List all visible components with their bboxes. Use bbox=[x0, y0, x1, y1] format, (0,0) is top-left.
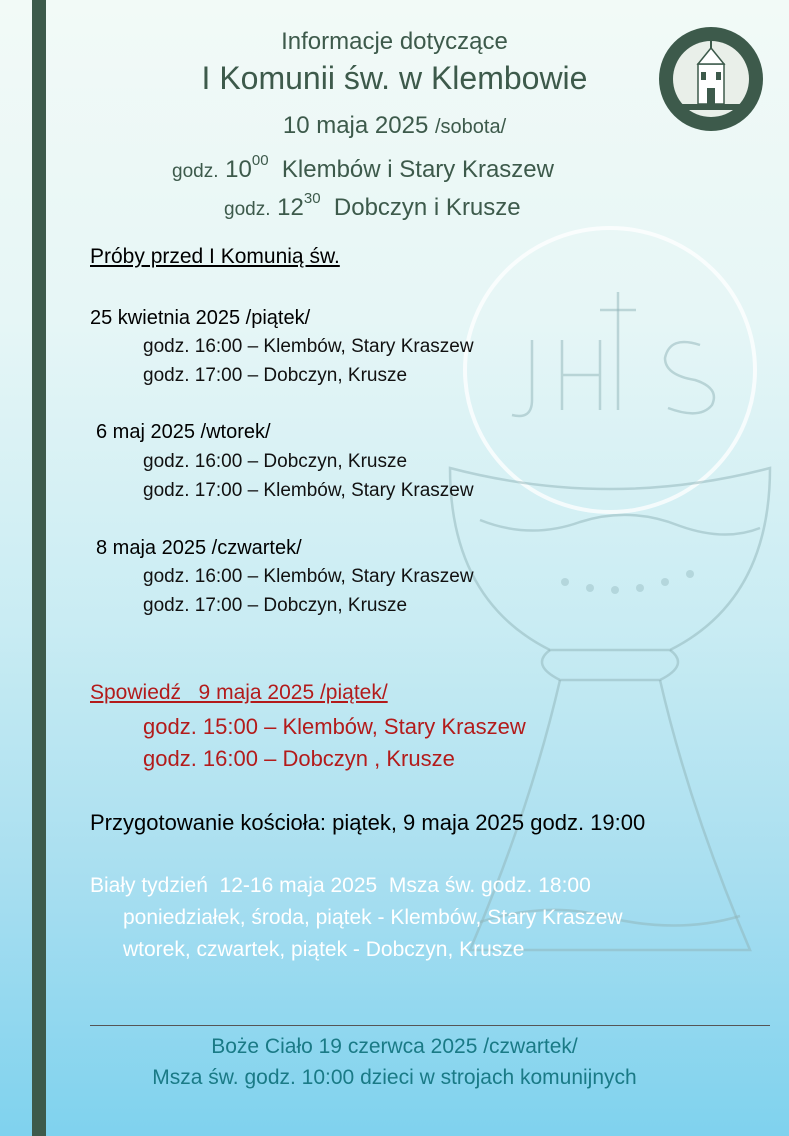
confession-item: godz. 15:00 – Klembów, Stary Kraszew bbox=[143, 714, 526, 739]
confession-title: Spowiedź 9 maja 2025 /piątek/ bbox=[90, 681, 388, 704]
mass-time-1: godz. $10^{00}$ Klembów i Stary Kraszew bbox=[172, 152, 554, 183]
divider bbox=[90, 1025, 770, 1026]
church-prep: Przygotowanie kościoła: piątek, 9 maja 2025 godz. 19:00 bbox=[90, 810, 646, 835]
rehearsals-title: Próby przed I Komunią św. bbox=[90, 245, 340, 268]
rehearsal-item: godz. 17:00 – Klembów, Stary Kraszew bbox=[143, 480, 474, 501]
rehearsal-item: godz. 16:00 – Dobczyn, Krusze bbox=[143, 451, 408, 472]
rehearsal-item: godz. 16:00 – Klembów, Stary Kraszew bbox=[143, 336, 474, 357]
white-week-item: poniedziałek, środa, piątek - Klembów, Stary Kraszew bbox=[123, 906, 623, 929]
header-line1: Informacje dotyczące bbox=[281, 28, 508, 55]
rehearsal-day-3: 8 maja 2025 /czwartek/ bbox=[96, 537, 302, 559]
rehearsal-day-1: 25 kwietnia 2025 /piątek/ bbox=[90, 307, 311, 329]
chalice-icon bbox=[440, 210, 780, 970]
date-day: /sobota/ bbox=[434, 116, 507, 138]
rehearsal-day-2: 6 maj 2025 /wtorek/ bbox=[96, 421, 271, 443]
communion-date bbox=[0, 112, 789, 140]
mass-time-2: godz. $12^{30}$ Dobczyn i Krusze bbox=[224, 190, 521, 221]
sidebar-bar bbox=[32, 0, 46, 1136]
white-week-item: wtorek, czwartek, piątek - Dobczyn, Krusze bbox=[123, 938, 525, 961]
white-week-title: Biały tydzień 12-16 maja 2025 Msza św. godz. 18:00 bbox=[90, 874, 591, 897]
rehearsal-item: godz. 17:00 – Dobczyn, Krusze bbox=[143, 365, 408, 386]
date-text: 10 maja 2025 bbox=[282, 112, 429, 139]
rehearsal-item: godz. 17:00 – Dobczyn, Krusze bbox=[143, 595, 408, 616]
rehearsal-item: godz. 16:00 – Klembów, Stary Kraszew bbox=[143, 566, 474, 587]
corpus-christi-line1: Boże Ciało 19 czerwca 2025 /czwartek/ bbox=[211, 1035, 578, 1058]
corpus-christi-line2: Msza św. godz. 10:00 dzieci w strojach komunijnych bbox=[152, 1066, 637, 1089]
confession-item: godz. 16:00 – Dobczyn , Krusze bbox=[143, 746, 455, 771]
page-title: I Komunii św. w Klembowie bbox=[201, 60, 588, 96]
